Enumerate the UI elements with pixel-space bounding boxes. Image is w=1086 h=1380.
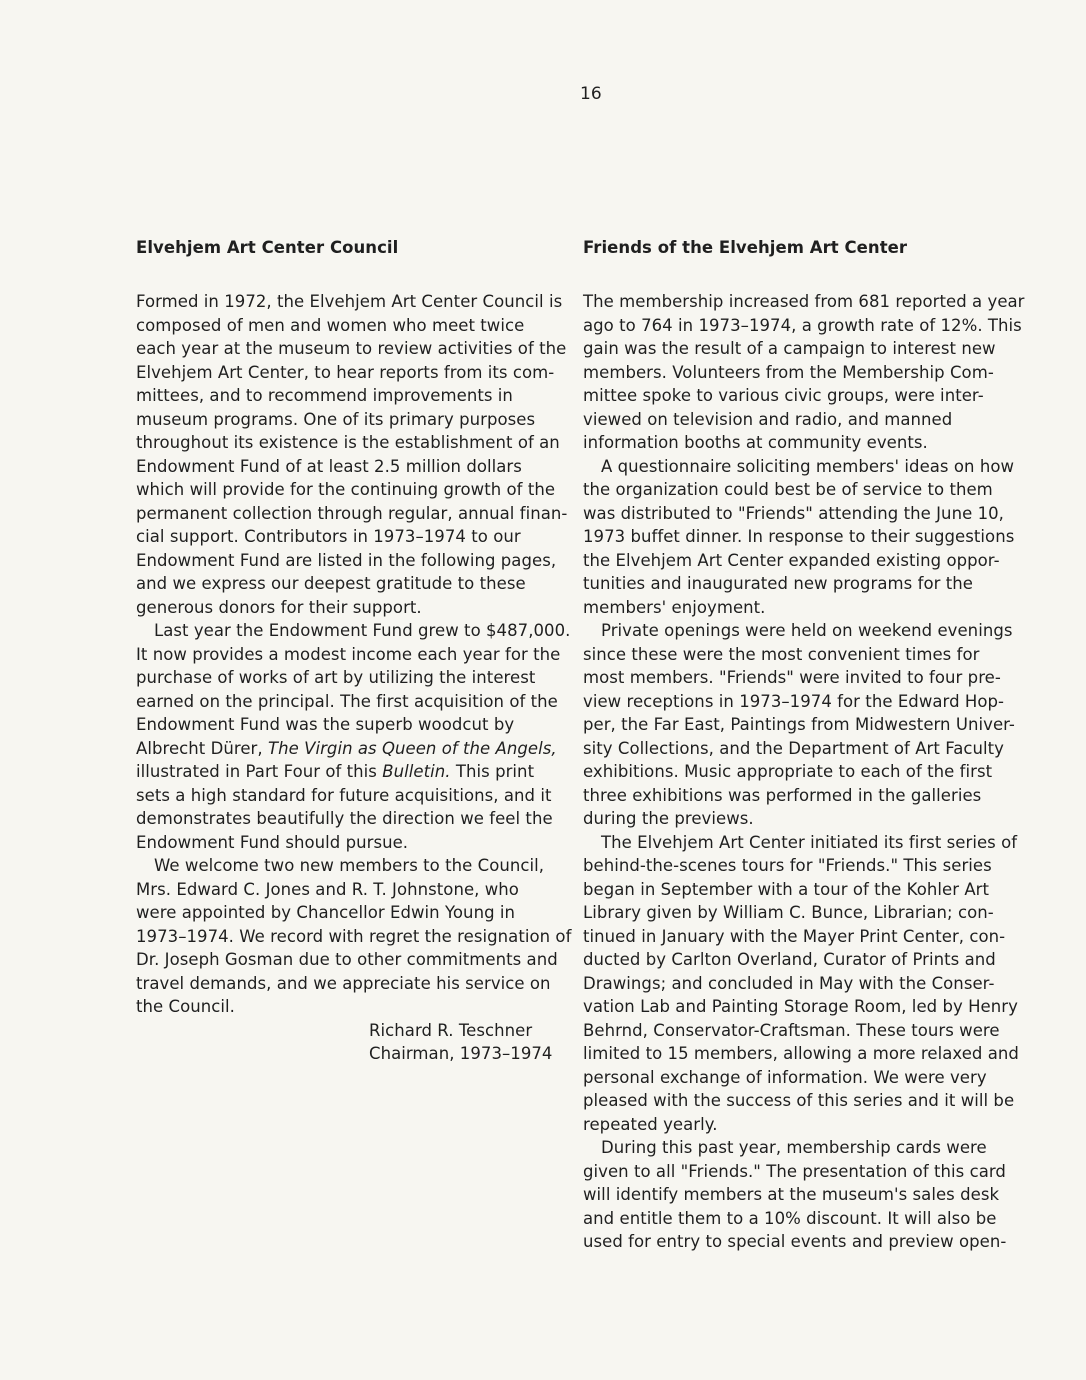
text-fragment: Albrecht Dürer, bbox=[136, 738, 268, 758]
text-line: demonstrates beautifully the direction we feel the bbox=[136, 809, 553, 828]
text-line: tunities and inaugurated new programs for the bbox=[583, 574, 973, 593]
text-line: 1973–1974. We record with regret the resignation of bbox=[136, 926, 572, 946]
text-line: each year at the museum to review activities of the bbox=[136, 339, 567, 358]
text-line: the Elvehjem Art Center expanded existing oppor- bbox=[583, 550, 1000, 570]
text-line: three exhibitions was performed in the galleries bbox=[583, 785, 982, 805]
text-line: The membership increased from 681 reported a year bbox=[583, 292, 1025, 311]
text-line: ducted by Carlton Overland, Curator of Prints and bbox=[583, 950, 996, 969]
text-line: travel demands, and we appreciate his service on bbox=[136, 973, 551, 993]
text-line: viewed on television and radio, and manned bbox=[583, 409, 953, 429]
text-line: Elvehjem Art Center, to hear reports from its com- bbox=[136, 362, 555, 382]
text-line: used for entry to special events and preview open- bbox=[583, 1232, 1007, 1251]
text-line: During this past year, membership cards were bbox=[601, 1138, 987, 1157]
text-line: permanent collection through regular, annual finan- bbox=[136, 503, 568, 523]
text-line: Behrnd, Conservator-Craftsman. These tours were bbox=[583, 1020, 1000, 1040]
text-line: and entitle them to a 10% discount. It will also be bbox=[583, 1208, 997, 1228]
text-line: museum programs. One of its primary purposes bbox=[136, 409, 536, 429]
text-line: vation Lab and Painting Storage Room, led by Henry bbox=[583, 997, 1018, 1016]
text-line: repeated yearly. bbox=[583, 1114, 718, 1134]
text-line: Endowment Fund should pursue. bbox=[136, 832, 409, 852]
text-line: will identify members at the museum's sales desk bbox=[583, 1185, 1000, 1204]
text-line: were appointed by Chancellor Edwin Young in bbox=[136, 903, 516, 922]
text-line: began in September with a tour of the Kohler Art bbox=[583, 879, 990, 899]
artwork-title: The Virgin as Queen of the Angels, bbox=[267, 738, 557, 758]
text-line: members' enjoyment. bbox=[583, 597, 766, 617]
text-line: Mrs. Edward C. Jones and R. T. Johnstone, who bbox=[136, 879, 519, 899]
text-line: and we express our deepest gratitude to these bbox=[136, 574, 526, 593]
text-line: mittee spoke to various civic groups, were inter- bbox=[583, 386, 984, 405]
text-line: the Council. bbox=[136, 997, 235, 1016]
text-line: purchase of works of art by utilizing the interest bbox=[136, 668, 536, 687]
text-line: Private openings were held on weekend evenings bbox=[601, 621, 1013, 640]
text-line: throughout its existence is the establishment of an bbox=[136, 433, 560, 452]
text-line: We welcome two new members to the Council, bbox=[154, 856, 545, 875]
text-line: behind-the-scenes tours for "Friends." This series bbox=[583, 856, 992, 875]
text-line: Drawings; and concluded in May with the Conser- bbox=[583, 973, 995, 993]
text-line: per, the Far East, Paintings from Midwestern Univer- bbox=[583, 715, 1015, 734]
text-line: most members. "Friends" were invited to four pre- bbox=[583, 668, 1001, 687]
text-line: during the previews. bbox=[583, 809, 754, 828]
text-line: composed of men and women who meet twice bbox=[136, 315, 525, 335]
text-line: generous donors for their support. bbox=[136, 597, 422, 617]
text-line: Endowment Fund are listed in the following pages, bbox=[136, 550, 557, 570]
text-line: tinued in January with the Mayer Print Center, con- bbox=[583, 926, 1006, 946]
text-line bbox=[136, 737, 566, 761]
right-column bbox=[583, 236, 1025, 1254]
text-line: which will provide for the continuing growth of the bbox=[136, 480, 556, 499]
text-line: A questionnaire soliciting members' ideas on how bbox=[601, 456, 1015, 476]
text-line: The Elvehjem Art Center initiated its first series of bbox=[601, 832, 1018, 852]
text-line: Endowment Fund was the superb woodcut by bbox=[136, 715, 515, 734]
text-line: It now provides a modest income each year for the bbox=[136, 644, 561, 664]
text-fragment: This print bbox=[450, 762, 535, 781]
publication-title: Bulletin. bbox=[382, 762, 451, 781]
text-line: since these were the most convenient times for bbox=[583, 644, 980, 664]
text-line: ago to 764 in 1973–1974, a growth rate of 12%. This bbox=[583, 315, 1022, 335]
council-body bbox=[136, 290, 572, 1066]
text-line: earned on the principal. The first acquisition of the bbox=[136, 691, 558, 711]
text-line: exhibitions. Music appropriate to each of the first bbox=[583, 762, 993, 781]
text-line: Dr. Joseph Gosman due to other commitments and bbox=[136, 950, 558, 969]
signature-name: Richard R. Teschner bbox=[369, 1020, 533, 1040]
text-line: members. Volunteers from the Membership Com- bbox=[583, 362, 994, 382]
text-line: pleased with the success of this series and it will be bbox=[583, 1091, 1015, 1110]
text-line: limited to 15 members, allowing a more relaxed and bbox=[583, 1044, 1019, 1063]
signature-title: Chairman, 1973–1974 bbox=[369, 1044, 553, 1063]
text-line: cial support. Contributors in 1973–1974 to our bbox=[136, 527, 521, 546]
text-line: Endowment Fund of at least 2.5 million dollars bbox=[136, 456, 522, 476]
friends-body bbox=[583, 290, 1025, 1254]
text-line: information booths at community events. bbox=[583, 433, 928, 452]
text-line: Library given by William C. Bunce, Librarian; con- bbox=[583, 903, 994, 922]
text-fragment: illustrated in Part Four of this bbox=[136, 762, 383, 781]
text-line: sity Collections, and the Department of Art Faculty bbox=[583, 738, 1004, 758]
left-column bbox=[136, 236, 572, 1066]
section-heading-friends: Friends of the Elvehjem Art Center bbox=[583, 238, 908, 257]
text-line: personal exchange of information. We were very bbox=[583, 1067, 987, 1087]
text-line: Formed in 1972, the Elvehjem Art Center Council is bbox=[136, 292, 563, 311]
text-line: mittees, and to recommend improvements in bbox=[136, 386, 513, 405]
page-number: 16 bbox=[580, 84, 602, 104]
text-line: gain was the result of a campaign to interest new bbox=[583, 339, 996, 358]
text-line: was distributed to "Friends" attending the June 10, bbox=[583, 503, 1004, 523]
section-heading-council: Elvehjem Art Center Council bbox=[136, 238, 399, 257]
text-line: Last year the Endowment Fund grew to $487,000. bbox=[154, 621, 571, 640]
text-line: given to all "Friends." The presentation of this card bbox=[583, 1161, 1006, 1181]
text-line: sets a high standard for future acquisitions, and it bbox=[136, 785, 552, 805]
text-line: 1973 buffet dinner. In response to their suggestions bbox=[583, 527, 1015, 546]
text-line: the organization could best be of service to them bbox=[583, 480, 993, 499]
text-line: view receptions in 1973–1974 for the Edward Hop- bbox=[583, 691, 1005, 711]
text-line bbox=[136, 760, 566, 784]
